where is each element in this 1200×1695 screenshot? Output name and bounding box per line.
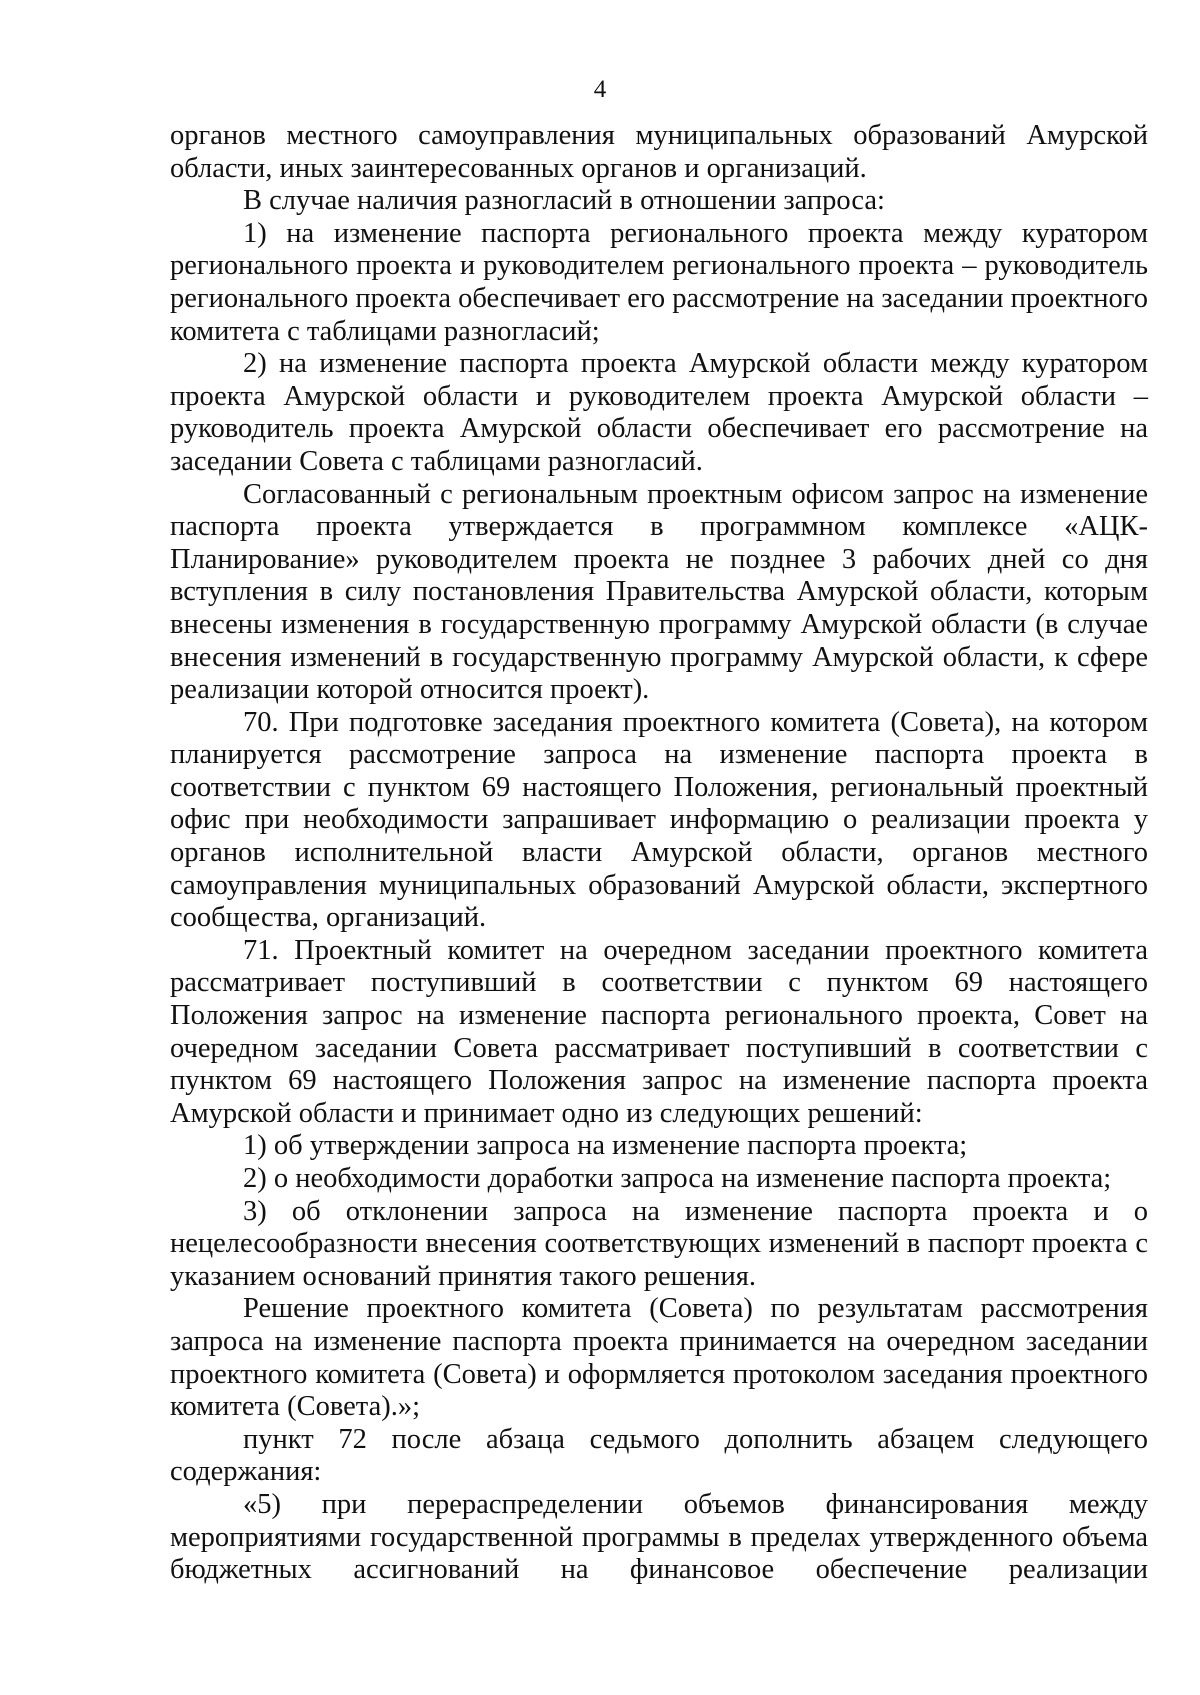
paragraph-disagreement-item-1: 1) на изменение паспорта регионального проекта между куратором регионального проекта и руководителем регионального проекта – руководитель регионального проекта обеспечивает его рассмотрение на заседании проектного комитета с таблицами разногласий; [170, 217, 1148, 347]
paragraph-approval: Согласованный с региональным проектным офисом запрос на изменение паспорта проекта утверждается в программном комплексе «АЦК-Планирование» руководителем проекта не позднее 3 рабочих дней со дня вступления в силу постановления Правительства Амурской области, которым внесены изменения в государственную программу Амурской области (в случае внесения изменений в государственную программу Амурской области, к сфере реализации которой относится проект). [170, 478, 1148, 706]
paragraph-clause-71: 71. Проектный комитет на очередном заседании проектного комитета рассматривает поступивший в соответствии с пунктом 69 настоящего Положения запрос на изменение паспорта регионального проекта, Совет на очередном заседании Совета рассматривает поступивший в соответствии с пунктом 69 настоящего Положения запрос на изменение паспорта проекта Амурской области и принимает одно из следующих решений: [170, 934, 1148, 1129]
paragraph-disagreement-item-2: 2) на изменение паспорта проекта Амурской области между куратором проекта Амурской области и руководителем проекта Амурской области – руководитель проекта Амурской области обеспечивает его рассмотрение на заседании Совета с таблицами разногласий. [170, 348, 1148, 477]
paragraph-new-item-5: «5) при перераспределении объемов финансирования между мероприятиями государственной программы в пределах утвержденного объема бюджетных ассигнований на финансовое обеспечение реализации [170, 1488, 1148, 1586]
paragraph-clause-70: 70. При подготовке заседания проектного комитета (Совета), на котором планируется рассмотрение запроса на изменение паспорта проекта в соответствии с пунктом 69 настоящего Положения, региональный проектный офис при необходимости запрашивает информацию о реализации проекта у органов исполнительной власти Амурской области, органов местного самоуправления муниципальных образований Амурской области, экспертного сообщества, организаций. [170, 706, 1148, 934]
paragraph-clause-72-amendment: пункт 72 после абзаца седьмого дополнить абзацем следующего содержания: [170, 1423, 1148, 1488]
document-body [170, 120, 1148, 1587]
paragraph-decision-2: 2) о необходимости доработки запроса на изменение паспорта проекта; [243, 1163, 1112, 1194]
paragraph-continuation: органов местного самоуправления муниципальных образований Амурской области, иных заинтересованных органов и организаций. [170, 120, 1148, 184]
paragraph-disagreement-intro: В случае наличия разногласий в отношении запроса: [243, 185, 885, 217]
paragraph-decision-formalization: Решение проектного комитета (Совета) по результатам рассмотрения запроса на изменение паспорта проекта принимается на очередном заседании проектного комитета (Совета) и оформляется протоколом заседания проектного комитета (Совета).»; [170, 1293, 1148, 1423]
paragraph-decision-1: 1) об утверждении запроса на изменение паспорта проекта; [243, 1130, 968, 1162]
paragraph-decision-3: 3) об отклонении запроса на изменение паспорта проекта и о нецелесообразности внесения соответствующих изменений в паспорт проекта с указанием оснований принятия такого решения. [170, 1195, 1148, 1292]
page-number: 4 [593, 76, 607, 103]
